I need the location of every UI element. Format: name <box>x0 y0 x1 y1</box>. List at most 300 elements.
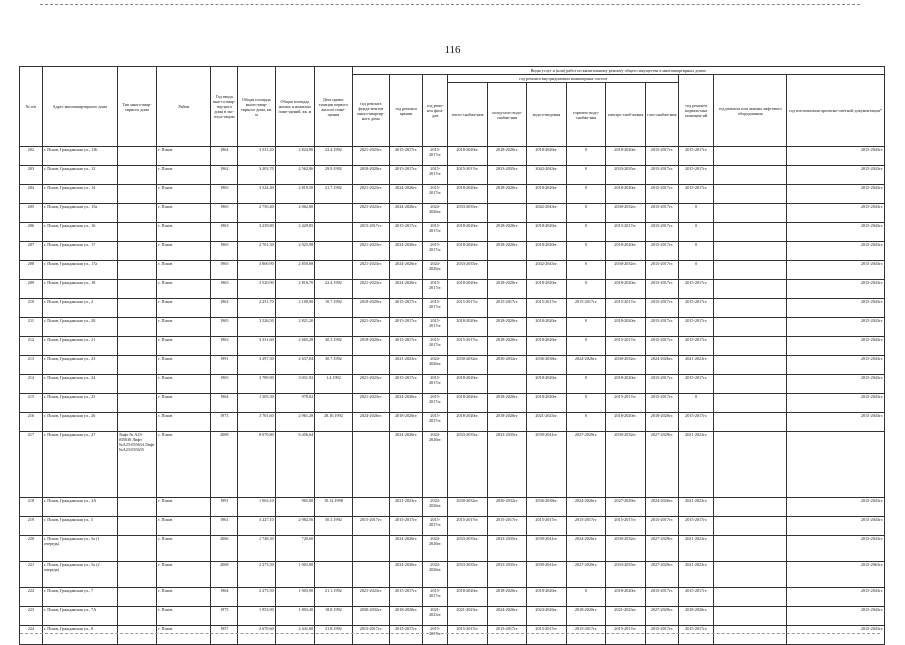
cell-roof: 2015-2017гг. <box>390 626 423 645</box>
cell-addr: г. Псков, Гражданская ул., 15а <box>42 204 117 223</box>
cell-ta: 3 524,40 <box>238 185 275 204</box>
cell-hot: 0 <box>566 413 606 432</box>
cell-gas: 2015-2017гг. <box>645 337 678 356</box>
cell-year: 1962 <box>211 166 238 185</box>
cell-heat: 2015-2017гг. <box>448 166 488 185</box>
cell-docs: 2015-2043гг. <box>787 299 885 318</box>
cell-gas: 2015-2017гг. <box>645 299 678 318</box>
cell-addr: г. Псков, Гражданская ул., 18 <box>42 280 117 299</box>
cell-base: 2021-2023гг. <box>679 356 714 375</box>
cell-la: 2 108,90 <box>275 299 315 318</box>
cell-la: 2 062,80 <box>275 204 315 223</box>
cell-ta: 3 520,90 <box>238 280 275 299</box>
cell-ta: 2 750,40 <box>238 204 275 223</box>
table-row <box>20 607 885 626</box>
cell-cold: 2018-2020гг. <box>487 185 527 204</box>
cell-la: 2 665,28 <box>275 337 315 356</box>
header-type: Тип много-квар-тирного дома <box>117 67 157 147</box>
cell-hot: 0 <box>566 147 606 166</box>
cell-elec: 2018-2020гг. <box>606 413 646 432</box>
cell-f <box>352 356 389 375</box>
cell-la: 2 961,28 <box>275 413 315 432</box>
cell-cold: 2018-2020гг. <box>487 147 527 166</box>
cell-ta: 1 063,10 <box>238 498 275 517</box>
cell-elec: 2015-2017гг. <box>606 299 646 318</box>
cell-roof: 2015-2017гг. <box>390 147 423 166</box>
cell-year: 1963 <box>211 337 238 356</box>
table-row <box>20 588 885 607</box>
cell-cold: 2024-2026гг. <box>487 607 527 626</box>
cell-heat: 2033-2035гг. <box>448 562 488 588</box>
cell-dist: г. Псков <box>157 588 211 607</box>
cell-addr: г. Псков, Гражданская ул., 14 <box>42 185 117 204</box>
cell-n: 214 <box>20 375 43 394</box>
cell-pd <box>315 562 352 588</box>
cell-type <box>117 261 157 280</box>
cell-hot: 2027-2029гг. <box>566 432 606 498</box>
cell-dist: г. Псков <box>157 375 211 394</box>
cell-addr: г. Псков, Гражданская ул., 26 <box>42 413 117 432</box>
cell-docs: 2015-2043гг. <box>787 536 885 562</box>
cell-base: 0 <box>679 223 714 242</box>
cell-drain: 2039-2041гг. <box>527 536 567 562</box>
cell-dist: г. Псков <box>157 413 211 432</box>
cell-la: 1 003,90 <box>275 562 315 588</box>
cell-heat: 2018-2020гг. <box>448 223 488 242</box>
cell-f: 2021-2023гг. <box>352 394 389 413</box>
cell-roof: 2024-2026гг. <box>390 536 423 562</box>
cell-pd: 30.3.1992 <box>315 337 352 356</box>
cell-docs: 2015-2043гг. <box>787 204 885 223</box>
cell-type <box>117 356 157 375</box>
cell-la: 2 441,60 <box>275 626 315 645</box>
cell-year: 1991 <box>211 498 238 517</box>
cell-cold: 2018-2020гг. <box>487 223 527 242</box>
header-num: № п/п <box>20 67 43 147</box>
cell-cold: 2015-2017гг. <box>487 626 527 645</box>
cell-hot: 0 <box>566 337 606 356</box>
cell-la: 2 429,85 <box>275 223 315 242</box>
cell-hot: 0 <box>566 394 606 413</box>
cell-roof: 2024-2026гг. <box>390 242 423 261</box>
cell-roof: 2015-2017гг. <box>390 223 423 242</box>
cell-elec: 2015-2017гг. <box>606 517 646 536</box>
cell-year: 1963 <box>211 223 238 242</box>
cell-gas: 2018-2020гг. <box>645 413 678 432</box>
cell-n: 209 <box>20 280 43 299</box>
cell-year: 1965 <box>211 242 238 261</box>
cell-drain: 2018-2020гг. <box>527 242 567 261</box>
cell-fac: 2015-2017гг. <box>423 147 448 166</box>
cell-elec: 2030-2032гг. <box>606 356 646 375</box>
header-hot: горячего водо-снабже-ния <box>566 83 606 147</box>
cell-fac: 2015-2017гг. <box>423 280 448 299</box>
cell-base: 0 <box>679 261 714 280</box>
table-row <box>20 337 885 356</box>
cell-cold: 2018-2020гг. <box>487 280 527 299</box>
header-priv-date: Дата прива-тизации первого жилого поме-щения <box>315 67 352 147</box>
cell-fac: 2021-2023гг. <box>423 607 448 626</box>
cell-ta: 3 789,90 <box>238 375 275 394</box>
cell-base: 2021-2023гг. <box>679 498 714 517</box>
cell-elec: 2021-2023гг. <box>606 607 646 626</box>
cell-cold: 2033-2035гг. <box>487 536 527 562</box>
cell-type <box>117 607 157 626</box>
cell-roof: 2015-2017гг. <box>390 299 423 318</box>
cell-lift <box>714 517 787 536</box>
cell-year: 2008 <box>211 562 238 588</box>
header-district: Район <box>157 67 211 147</box>
cell-gas: 2027-2029гг. <box>645 536 678 562</box>
cell-roof: 2024-2026гг. <box>390 394 423 413</box>
cell-addr: г. Псков, Гражданская ул., 5а (1 очередь) <box>42 536 117 562</box>
cell-roof: 2024-2026гг. <box>390 432 423 498</box>
cell-addr: г. Псков, Гражданская ул., 21 <box>42 337 117 356</box>
cell-pd: 30.3.1992 <box>315 517 352 536</box>
cell-dist: г. Псков <box>157 280 211 299</box>
cell-roof: 2024-2026гг. <box>390 562 423 588</box>
cell-ta: 3 701,60 <box>238 413 275 432</box>
cell-elec: 2018-2020гг. <box>606 147 646 166</box>
cell-la: 2 821,20 <box>275 318 315 337</box>
cell-cold: 2033-2035гг. <box>487 166 527 185</box>
cell-addr: г. Псков, Гражданская ул., 12 <box>42 166 117 185</box>
cell-pd <box>315 432 352 498</box>
cell-type <box>117 562 157 588</box>
cell-type <box>117 204 157 223</box>
cell-addr: г. Псков, Гражданская ул., 17 <box>42 242 117 261</box>
table-row <box>20 166 885 185</box>
cell-lift <box>714 394 787 413</box>
cell-heat: 2030-2032гг. <box>448 498 488 517</box>
cell-ta: 2 701,30 <box>238 242 275 261</box>
cell-n: 213 <box>20 356 43 375</box>
cell-drain: 2024-2026гг. <box>527 607 567 626</box>
cell-pd: 21.7.1992 <box>315 185 352 204</box>
cell-base: 2015-2017гг. <box>679 517 714 536</box>
cell-docs: 2015-2043гг. <box>787 166 885 185</box>
cell-drain: 2018-2020гг. <box>527 223 567 242</box>
cell-fac: 2015-2017гг. <box>423 375 448 394</box>
cell-lift <box>714 588 787 607</box>
cell-fac: 2015-2017гг. <box>423 223 448 242</box>
page-number: 116 <box>444 44 461 56</box>
cell-year: 1963 <box>211 280 238 299</box>
cell-docs: 2015-2043гг. <box>787 375 885 394</box>
cell-lift <box>714 223 787 242</box>
cell-dist: г. Псков <box>157 166 211 185</box>
cell-pd: 31.8.1992 <box>315 626 352 645</box>
cell-docs: 2015-2043гг. <box>787 318 885 337</box>
cell-type <box>117 166 157 185</box>
cell-n: 219 <box>20 517 43 536</box>
cell-lift <box>714 536 787 562</box>
table-row <box>20 356 885 375</box>
cell-pd: 10.12.1998 <box>315 498 352 517</box>
header-roof: год ремонта крыши <box>390 75 423 147</box>
cell-hot: 0 <box>566 204 606 223</box>
cell-la: 2 982,56 <box>275 517 315 536</box>
cell-pd <box>315 204 352 223</box>
header-living-area: Общая площадь жилых и нежилых поме-щений, кв. м <box>275 67 315 147</box>
cell-type <box>117 318 157 337</box>
cell-addr: г. Псков, Гражданская ул., 23 <box>42 356 117 375</box>
table-row <box>20 147 885 166</box>
cell-base: 2015-2017гг. <box>679 375 714 394</box>
table-row <box>20 394 885 413</box>
cell-heat: 2018-2020гг. <box>448 394 488 413</box>
cell-f: 2015-2017гг. <box>352 223 389 242</box>
header-year: Год ввода мно-го-квар-тир-ного дома в экс-плуа-тацию <box>211 67 238 147</box>
cell-cold: 2015-2017гг. <box>487 517 527 536</box>
cell-fac: 2015-2017гг. <box>423 588 448 607</box>
cell-f: 2018-2020гг. <box>352 299 389 318</box>
cell-heat: 2015-2017гг. <box>448 337 488 356</box>
cell-base: 0 <box>679 204 714 223</box>
cell-year: 1964 <box>211 394 238 413</box>
cell-year: 2006 <box>211 536 238 562</box>
cell-type <box>117 280 157 299</box>
cell-docs: 2015-2043гг. <box>787 413 885 432</box>
cell-dist: г. Псков <box>157 626 211 645</box>
cell-lift <box>714 498 787 517</box>
table-row <box>20 375 885 394</box>
cell-docs: 2015-2043гг. <box>787 280 885 299</box>
cell-cold: 2015-2017гг. <box>487 299 527 318</box>
cell-gas: 2027-2029гг. <box>645 562 678 588</box>
cell-elec: 2018-2020гг. <box>606 185 646 204</box>
cell-pd: 30.7.1992 <box>315 356 352 375</box>
cell-pd: 22.4.1992 <box>315 147 352 166</box>
cell-drain: 2042-2043гг. <box>527 204 567 223</box>
cell-lift <box>714 337 787 356</box>
cell-elec: 2018-2020гг. <box>606 280 646 299</box>
cell-fac: 2024-2026гг. <box>423 498 448 517</box>
cell-addr: г. Псков, Гражданская ул., 7 <box>42 588 117 607</box>
cell-roof: 2015-2017гг. <box>390 337 423 356</box>
cell-heat: 2018-2020гг. <box>448 280 488 299</box>
table-row <box>20 626 885 645</box>
cell-drain: 2018-2020гг. <box>527 375 567 394</box>
cell-dist: г. Псков <box>157 242 211 261</box>
cell-n: 223 <box>20 607 43 626</box>
cell-n: 224 <box>20 626 43 645</box>
header-elec: электро-снаб-жения <box>606 83 646 147</box>
header-docs: год изготовления проектно-сметной документации* <box>787 75 885 147</box>
header-drain: водо-отведения <box>527 83 567 147</box>
cell-lift <box>714 242 787 261</box>
cell-drain: 2018-2020гг. <box>527 394 567 413</box>
cell-lift <box>714 318 787 337</box>
cell-drain: 2018-2020гг. <box>527 280 567 299</box>
cell-gas: 2015-2017гг. <box>645 626 678 645</box>
cell-ta: 2 670,60 <box>238 626 275 645</box>
cell-fac: 2015-2017гг. <box>423 337 448 356</box>
cell-n: 205 <box>20 204 43 223</box>
cell-drain: 2018-2020гг. <box>527 185 567 204</box>
cell-f: 2021-2023гг. <box>352 261 389 280</box>
cell-elec: 2015-2017гг. <box>606 626 646 645</box>
cell-drain: 2036-2038гг. <box>527 498 567 517</box>
cell-year: 1962 <box>211 299 238 318</box>
cell-base: 0 <box>679 394 714 413</box>
cell-lift <box>714 280 787 299</box>
cell-docs: 2015-2043гг. <box>787 607 885 626</box>
cell-ta: 1 305,30 <box>238 394 275 413</box>
cell-la: 1 803,40 <box>275 607 315 626</box>
cell-roof: 2015-2017гг. <box>390 517 423 536</box>
cell-f: 2021-2023гг. <box>352 588 389 607</box>
cell-elec: 2033-2035гг. <box>606 166 646 185</box>
cell-ta: 1 953,90 <box>238 607 275 626</box>
cell-drain: 2039-2041гг. <box>527 562 567 588</box>
cell-f: 2030-2032гг. <box>352 607 389 626</box>
cell-f: 2021-2023гг. <box>352 185 389 204</box>
cell-cold: 2018-2020гг. <box>487 588 527 607</box>
cell-addr: г. Псков, Гражданская ул., 2А <box>42 498 117 517</box>
table-row <box>20 413 885 432</box>
cell-n: 220 <box>20 536 43 562</box>
header-basement: год ремонта подваль-ных помещен-ий <box>679 75 714 147</box>
cell-n: 208 <box>20 261 43 280</box>
cell-dist: г. Псков <box>157 185 211 204</box>
cell-gas: 2015-2017гг. <box>645 166 678 185</box>
cell-heat: 2033-2035гг. <box>448 204 488 223</box>
table-row <box>20 242 885 261</box>
cell-pd <box>315 318 352 337</box>
cell-docs: 2015-2043гг. <box>787 394 885 413</box>
cell-heat: 2018-2020гг. <box>448 413 488 432</box>
cell-gas: 2015-2017гг. <box>645 242 678 261</box>
cell-pd: 22.4.1992 <box>315 280 352 299</box>
cell-lift <box>714 261 787 280</box>
cell-addr: г. Псков, Гражданская ул., 5а (2 очередь) <box>42 562 117 588</box>
cell-lift <box>714 626 787 645</box>
cell-base: 2015-2017гг. <box>679 147 714 166</box>
cell-fac: 2024-2026гг. <box>423 356 448 375</box>
cell-type <box>117 147 157 166</box>
table-body <box>20 147 885 645</box>
cell-drain: 2018-2020гг. <box>527 318 567 337</box>
cell-dist: г. Псков <box>157 337 211 356</box>
header-heat: тепло-снабже-ния <box>448 83 488 147</box>
cell-year: 2008 <box>211 432 238 498</box>
cell-docs: 2015-2043гг. <box>787 337 885 356</box>
cell-gas: 2015-2017гг. <box>645 185 678 204</box>
cell-cold: 2033-2035гг. <box>487 562 527 588</box>
cell-dist: г. Псков <box>157 147 211 166</box>
cell-addr: г. Псков, Гражданская ул., 16 <box>42 223 117 242</box>
cell-lift <box>714 299 787 318</box>
table-row <box>20 536 885 562</box>
cell-year: 1961 <box>211 517 238 536</box>
cell-f: 2021-2023гг. <box>352 242 389 261</box>
cell-dist: г. Псков <box>157 536 211 562</box>
cell-drain: 2015-2017гг. <box>527 517 567 536</box>
cell-base: 2015-2017гг. <box>679 626 714 645</box>
cell-docs: 2015-2043гг. <box>787 588 885 607</box>
cell-dist: г. Псков <box>157 318 211 337</box>
cell-elec: 2030-2032гг. <box>606 432 646 498</box>
table-row <box>20 280 885 299</box>
cell-lift <box>714 432 787 498</box>
cell-lift <box>714 413 787 432</box>
cell-f: 2021-2023гг. <box>352 280 389 299</box>
cell-n: 210 <box>20 299 43 318</box>
cell-docs: 2015-2063гг. <box>787 562 885 588</box>
cell-gas: 2015-2017гг. <box>645 318 678 337</box>
cell-addr: г. Псков, Гражданская ул., 17а <box>42 261 117 280</box>
cell-addr: г. Псков, Гражданская ул., 27 <box>42 432 117 498</box>
cell-type <box>117 223 157 242</box>
cell-hot: 2024-2026гг. <box>566 356 606 375</box>
cell-la: 2 850,68 <box>275 261 315 280</box>
header-services-group: Виды услуг и (или) работ по капитальному ремонту общего имущества в многоквартирных домах <box>352 67 884 75</box>
header-total-area: Общая площадь много-квар-тирного дома, кв. м <box>238 67 275 147</box>
cell-elec: 2018-2020гг. <box>606 242 646 261</box>
cell-pd <box>315 394 352 413</box>
cell-roof: 2024-2026гг. <box>390 261 423 280</box>
cell-n: 217 <box>20 432 43 498</box>
cell-docs <box>787 432 885 498</box>
cell-type: Лифт № А23-035636 Лифт №А23-035634 Лифт №А23-035635 <box>117 432 157 498</box>
scan-edge-bottom <box>20 633 880 634</box>
cell-drain: 2018-2020гг. <box>527 337 567 356</box>
cell-roof: 2015-2017гг. <box>390 375 423 394</box>
cell-la: 2 819,50 <box>275 185 315 204</box>
cell-ta: 2 275,50 <box>238 588 275 607</box>
cell-hot: 0 <box>566 280 606 299</box>
cell-addr: г. Псков, Гражданская ул., 8 <box>42 626 117 645</box>
cell-n: 203 <box>20 166 43 185</box>
cell-gas: 2015-2017гг. <box>645 394 678 413</box>
cell-roof: 2024-2026гг. <box>390 204 423 223</box>
cell-base: 2015-2017гг. <box>679 588 714 607</box>
cell-heat: 2018-2020гг. <box>448 242 488 261</box>
cell-f <box>352 432 389 498</box>
cell-heat: 2030-2032гг. <box>448 356 488 375</box>
cell-f: 2024-2026гг. <box>352 413 389 432</box>
cell-ta: 2 251,70 <box>238 299 275 318</box>
cell-dist: г. Псков <box>157 498 211 517</box>
table-row <box>20 204 885 223</box>
cell-roof: 2024-2026гг. <box>390 185 423 204</box>
cell-hot: 0 <box>566 223 606 242</box>
cell-dist: г. Псков <box>157 356 211 375</box>
cell-elec: 2030-2032гг. <box>606 536 646 562</box>
cell-hot: 0 <box>566 261 606 280</box>
cell-dist: г. Псков <box>157 223 211 242</box>
cell-drain: 2042-2043гг. <box>527 166 567 185</box>
cell-base: 2015-2017гг. <box>679 318 714 337</box>
cell-dist: г. Псков <box>157 299 211 318</box>
cell-docs: 2015-2043гг. <box>787 147 885 166</box>
cell-docs: 2015-2043гг. <box>787 261 885 280</box>
cell-year: 1965 <box>211 185 238 204</box>
cell-cold: 2018-2020гг. <box>487 413 527 432</box>
cell-drain: 2015-2017гг. <box>527 626 567 645</box>
cell-pd: 21.1.1992 <box>315 588 352 607</box>
cell-la: 978,82 <box>275 394 315 413</box>
cell-addr: г. Псков, Гражданская ул., 24 <box>42 375 117 394</box>
cell-fac: 2015-2017гг. <box>423 166 448 185</box>
cell-la: 1 003,90 <box>275 588 315 607</box>
cell-fac: 2024-2026гг. <box>423 432 448 498</box>
cell-type <box>117 375 157 394</box>
cell-gas: 2015-2017гг. <box>645 280 678 299</box>
cell-f: 2021-2023гг. <box>352 318 389 337</box>
cell-la: 2 637,84 <box>275 356 315 375</box>
